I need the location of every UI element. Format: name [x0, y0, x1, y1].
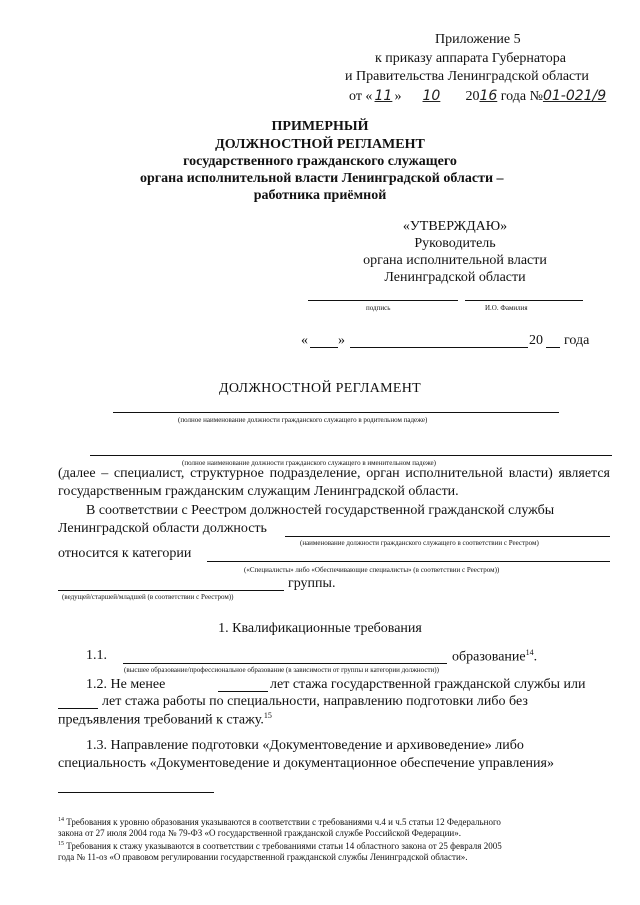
category-caption: («Специалисты» либо «Обеспечивающие специалисты» (в соответствии с Реестром)): [244, 566, 500, 574]
appendix-line2: к приказу аппарата Губернатора: [375, 51, 566, 66]
footnote-14-number: 14: [58, 817, 64, 823]
position-genitive-line: [113, 412, 559, 413]
date-month-handwritten: 10: [422, 88, 441, 104]
paragraph-group: группы.: [288, 576, 336, 591]
approve-date-month-line: [350, 347, 528, 348]
registry-name-caption: (наименование должности гражданского служащего в соответствии с Реестром): [300, 539, 539, 547]
footnote-ref-14[interactable]: 14: [525, 648, 534, 657]
approve-position: Руководитель: [414, 236, 496, 251]
title-line2: ДОЛЖНОСТНОЙ РЕГЛАМЕНТ: [215, 137, 425, 152]
footnote-14-line1: Требования к уровню образования указываются в соответствии с требованиями ч.4 и ч.5 статьи 12 Федерального: [66, 817, 501, 827]
service-years-line: [218, 691, 268, 692]
approve-organ: органа исполнительной власти: [363, 253, 547, 268]
item-1-3-line2: специальность «Документоведение и документационное обеспечение управления»: [58, 756, 554, 771]
item-1-2-end-text: предъявления требований к стажу.: [58, 712, 264, 728]
order-number-handwritten: 01-021/9: [542, 88, 607, 104]
approve-date-day-line: [310, 347, 338, 348]
group-caption: (ведущей/старшей/младшей (в соответствии с Реестром)): [62, 593, 234, 601]
footnote-15-line1: Требования к стажу указываются в соответствии с требованиями статьи 14 областного закона от 25 февраля 2005: [66, 841, 502, 851]
registry-name-line: [285, 536, 610, 537]
footnote-15-line2: года № 11-оз «О правовом регулировании государственной гражданской службы Ленинградской области».: [58, 852, 468, 862]
education-caption: (высшее образование/профессиональное образование (в зависимости от группы и категории должности)): [124, 666, 439, 674]
footnote-15-number: 15: [58, 841, 64, 847]
item-1-2-work: лет стажа работы по специальности, направлению подготовки либо без: [102, 694, 528, 709]
appendix-date-line: [349, 88, 609, 108]
approve-date-year-line: [546, 347, 560, 348]
approve-date-open: «: [301, 333, 308, 348]
date-year-word: года №: [500, 89, 543, 104]
title-line1: ПРИМЕРНЫЙ: [271, 119, 369, 134]
item-1-3-line1: 1.3. Направление подготовки «Документоведение и архивоведение» либо: [86, 738, 524, 753]
footnote-ref-15[interactable]: 15: [263, 711, 272, 720]
name-caption: И.О. Фамилия: [485, 304, 528, 312]
position-nominative-caption: (полное наименование должности гражданского служащего в именительном падеже): [182, 459, 436, 467]
appendix-number: Приложение 5: [435, 32, 521, 47]
doc-heading: ДОЛЖНОСТНОЙ РЕГЛАМЕНТ: [218, 381, 422, 396]
education-period: .: [533, 649, 538, 665]
item-1-1-number: 1.1.: [86, 648, 107, 663]
footnote-14-line2: закона от 27 июля 2004 года № 79-ФЗ «О государственной гражданской службе Российской Федерации».: [58, 828, 461, 838]
title-line5: работника приёмной: [253, 188, 387, 203]
signature-line: [308, 300, 458, 301]
approve-region: Ленинградской области: [384, 270, 526, 285]
signature-caption: подпись: [366, 304, 391, 312]
group-line: [58, 590, 284, 591]
approve-date-year: 20: [529, 333, 543, 348]
footnote-15: [58, 839, 502, 863]
date-day-handwritten: 11: [374, 88, 393, 104]
category-line: [207, 561, 610, 562]
paragraph-category: относится к категории: [58, 546, 192, 561]
work-years-line: [58, 708, 98, 709]
education-word: образование: [452, 649, 526, 665]
item-1-2-start: 1.2. Не менее: [86, 677, 166, 692]
approve-date-close: »: [338, 333, 345, 348]
appendix-line3: и Правительства Ленинградской области: [345, 69, 589, 84]
item-1-2-service: лет стажа государственной гражданской службы или: [270, 677, 586, 692]
item-1-2-end: [58, 711, 272, 729]
date-prefix: от «: [349, 89, 373, 104]
position-genitive-caption: (полное наименование должности гражданского служащего в родительном падеже): [178, 416, 428, 424]
date-close-quote: »: [394, 89, 402, 104]
paragraph-definition: (далее – специалист, структурное подразделение, орган исполнительной власти) является государственным гражданским служащим Ленинградской области.: [58, 466, 610, 499]
item-1-1-education: [452, 648, 537, 666]
name-line: [465, 300, 583, 301]
footnote-14: [58, 815, 501, 839]
section1-heading: 1. Квалификационные требования: [218, 621, 422, 636]
education-line: [123, 663, 447, 664]
date-year-a: 20: [465, 89, 480, 104]
date-year-handwritten: 16: [479, 88, 498, 104]
title-line4: органа исполнительной власти Ленинградской области –: [140, 171, 504, 186]
position-nominative-line: [90, 455, 612, 456]
approve-heading: «УТВЕРЖДАЮ»: [402, 219, 508, 234]
paragraph-registry-line1: В соответствии с Реестром должностей государственной гражданской службы: [86, 503, 555, 518]
approve-date-word: года: [564, 333, 590, 348]
title-line3: государственного гражданского служащего: [183, 154, 457, 169]
footnote-separator: [58, 792, 214, 793]
paragraph-registry-line2: Ленинградской области должность: [58, 521, 267, 536]
